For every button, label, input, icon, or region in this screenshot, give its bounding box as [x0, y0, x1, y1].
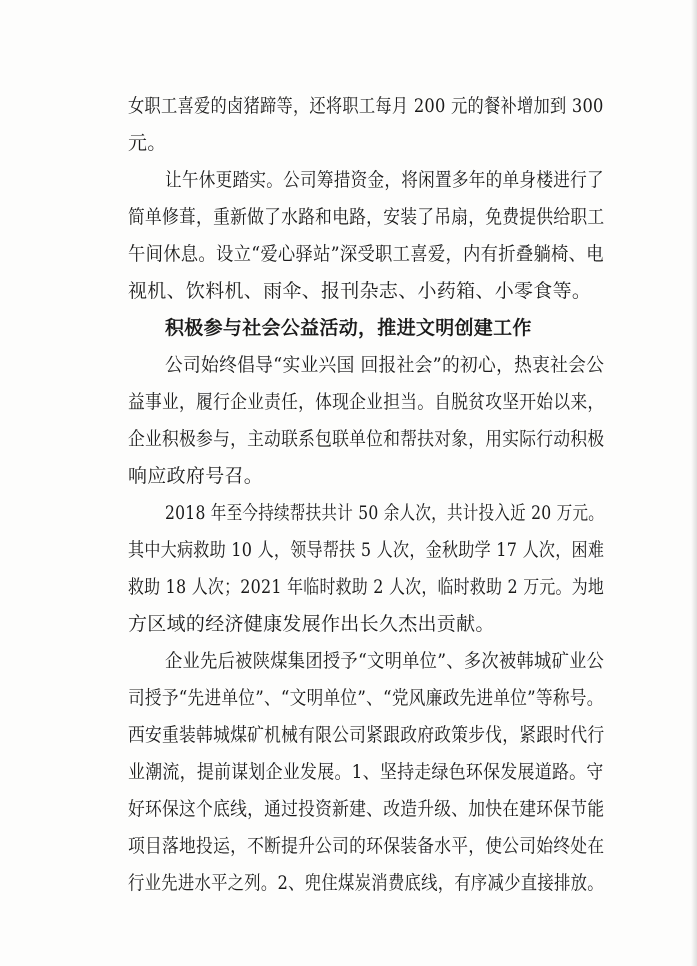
- text-line: 让午休更踏实。公司筹措资金，将闲置多年的单身楼进行了: [165, 169, 604, 191]
- text-line: 方区域的经济健康发展作出长久杰出贡献。: [128, 613, 495, 635]
- text-line: 女职工喜爱的卤猪蹄等，还将职工每月 200 元的餐补增加到 300: [128, 95, 604, 117]
- text-line: 午间休息。设立“爱心驿站”深受职工喜爱，内有折叠躺椅、电: [128, 243, 604, 265]
- text-line: 司授予“先进单位”、“文明单位”、“党风廉政先进单位”等称号。: [128, 687, 604, 709]
- page-edge-shadow: [691, 0, 697, 966]
- section-heading: 积极参与社会公益活动，推进文明创建工作: [165, 317, 532, 339]
- text-line: 企业先后被陕煤集团授予“文明单位”、多次被韩城矿业公: [165, 650, 605, 672]
- text-line: 西安重装韩城煤矿机械有限公司紧跟政府政策步伐，紧跟时代行: [128, 724, 605, 746]
- text-line: 公司始终倡导“实业兴国 回报社会”的初心，热衷社会公: [165, 354, 605, 376]
- text-line: 项目落地投运，不断提升公司的环保装备水平，使公司始终处在: [128, 835, 605, 857]
- text-line: 业潮流，提前谋划企业发展。1、坚持走绿色环保发展道路。守: [128, 761, 604, 783]
- text-line: 救助 18 人次；2021 年临时救助 2 人次，临时救助 2 万元。为地: [128, 576, 605, 598]
- text-line: 视机、饮料机、雨伞、报刊杂志、小药箱、小零食等。: [128, 280, 592, 302]
- text-line: 响应政府号召。: [128, 465, 264, 487]
- text-line: 简单修葺，重新做了水路和电路，安装了吊扇，免费提供给职工: [128, 206, 605, 228]
- text-line: 行业先进水平之列。2、兜住煤炭消费底线，有序减少直接排放。: [128, 872, 604, 894]
- text-line: 其中大病救助 10 人，领导帮扶 5 人次，金秋助学 17 人次，困难: [128, 539, 605, 561]
- text-line: 元。: [128, 132, 167, 154]
- text-line: 2018 年至今持续帮扶共计 50 余人次，共计投入近 20 万元。: [165, 502, 605, 524]
- text-line: 企业积极参与，主动联系包联单位和帮扶对象，用实际行动积极: [128, 428, 605, 450]
- text-line: 益事业，履行企业责任，体现企业担当。自脱贫攻坚开始以来，: [128, 391, 605, 413]
- text-line: 好环保这个底线，通过投资新建、改造升级、加快在建环保节能: [128, 798, 605, 820]
